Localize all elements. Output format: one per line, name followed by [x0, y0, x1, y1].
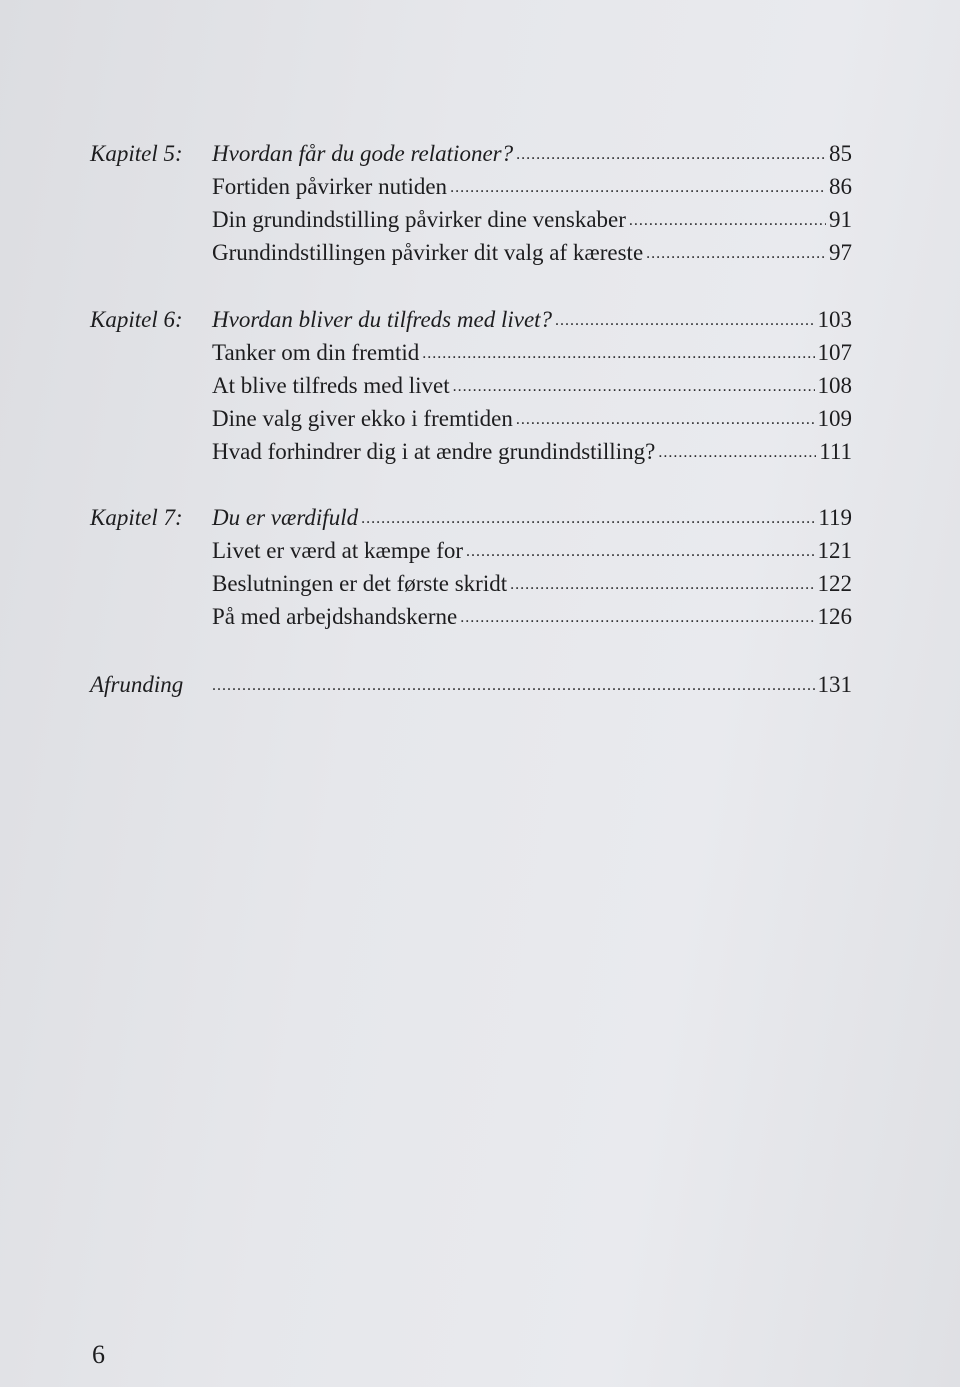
chapter-title: Du er værdifuld: [212, 505, 359, 530]
page-folio: 6: [92, 1340, 105, 1369]
dot-leader: [422, 337, 814, 370]
dot-leader: [466, 535, 814, 568]
page-number: 122: [817, 571, 852, 596]
chapter-6-section: [90, 303, 852, 468]
afrunding-label: Afrunding: [90, 672, 184, 697]
afrunding-section: [90, 668, 852, 701]
section-title: På med arbejdshandskerne: [212, 604, 458, 629]
chapter-label: Kapitel 5:: [90, 141, 183, 166]
page-number: 85: [829, 141, 852, 166]
toc-entry: [90, 534, 852, 567]
dot-leader: [555, 304, 814, 337]
chapter-7-section: [90, 501, 852, 633]
toc-entry: [90, 203, 852, 236]
toc-entry: [90, 236, 852, 269]
section-title: Dine valg giver ekko i fremtiden: [212, 406, 513, 431]
chapter-label: Kapitel 6:: [90, 307, 183, 332]
chapter-title: Hvordan får du gode relationer?: [212, 141, 514, 166]
toc-entry: [90, 170, 852, 203]
section-title: Beslutningen er det første skridt: [212, 571, 508, 596]
section-title: Livet er værd at kæmpe for: [212, 538, 464, 563]
dot-leader: [453, 370, 815, 403]
page-number: 86: [829, 174, 852, 199]
page-number: 107: [817, 340, 852, 365]
dot-leader: [516, 138, 826, 171]
toc-entry: [90, 435, 852, 468]
toc-entry: [90, 402, 852, 435]
dot-leader: [516, 403, 815, 436]
page-number: 126: [817, 604, 852, 629]
dot-leader: [510, 568, 814, 601]
toc-entry: [90, 369, 852, 402]
section-title: Hvad forhindrer dig i at ændre grundindstilling?: [212, 439, 656, 464]
page-number: 108: [817, 373, 852, 398]
toc-entry: [90, 336, 852, 369]
toc-entry: [90, 668, 852, 701]
page-number: 131: [817, 672, 852, 697]
page-number: 97: [829, 240, 852, 265]
toc-entry: [90, 567, 852, 600]
dot-leader: [361, 502, 815, 535]
section-title: Fortiden påvirker nutiden: [212, 174, 448, 199]
dot-leader: [460, 601, 814, 634]
toc-entry: [90, 600, 852, 633]
chapter-5-section: [90, 137, 852, 269]
dot-leader: [450, 171, 826, 204]
chapter-title: Hvordan bliver du tilfreds med livet?: [212, 307, 553, 332]
toc-entry: [90, 303, 852, 336]
chapter-label: Kapitel 7:: [90, 505, 183, 530]
section-title: Tanker om din fremtid: [212, 340, 420, 365]
dot-leader: [658, 436, 816, 469]
dot-leader: [629, 204, 826, 237]
dot-leader: [646, 237, 826, 270]
page-number: 103: [817, 307, 852, 332]
section-title: Din grundindstilling påvirker dine venskaber: [212, 207, 626, 232]
section-title: Grundindstillingen påvirker dit valg af kæreste: [212, 240, 644, 265]
page-number: 109: [817, 406, 852, 431]
page-number: 121: [817, 538, 852, 563]
page-number: 111: [819, 439, 852, 464]
toc-entry: [90, 501, 852, 534]
dot-leader: [212, 669, 815, 702]
section-title: At blive tilfreds med livet: [212, 373, 450, 398]
toc-entry: [90, 137, 852, 170]
page-number: 119: [818, 505, 852, 530]
page-number: 91: [829, 207, 852, 232]
